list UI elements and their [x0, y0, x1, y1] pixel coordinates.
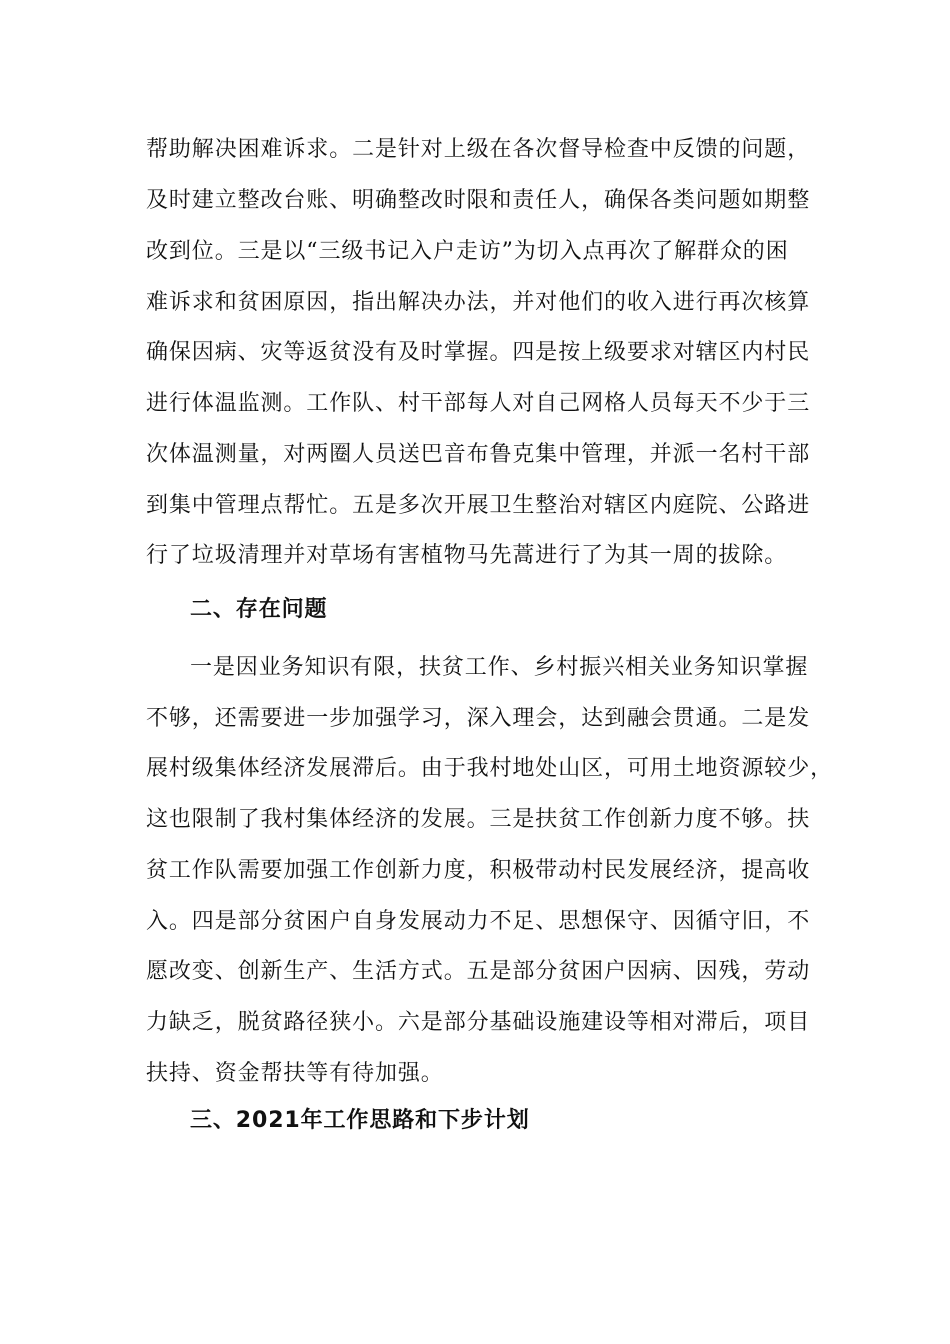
paragraph-line: 这也限制了我村集体经济的发展。三是扶贫工作创新力度不够。扶	[146, 807, 811, 832]
section-heading-problems: 二、存在问题	[190, 597, 328, 622]
paragraph-line: 入。四是部分贫困户自身发展动力不足、思想保守、因循守旧，不	[146, 909, 811, 934]
paragraph-line: 展村级集体经济发展滞后。由于我村地处山区，可用土地资源较少，	[146, 756, 834, 781]
paragraph-line: 一是因业务知识有限，扶贫工作、乡村振兴相关业务知识掌握	[190, 655, 809, 680]
paragraph-line: 次体温测量，对两圈人员送巴音布鲁克集中管理，并派一名村干部	[146, 442, 811, 467]
paragraph-line: 扶持、资金帮扶等有待加强。	[146, 1061, 444, 1086]
paragraph-line: 难诉求和贫困原因，指出解决办法，并对他们的收入进行再次核算	[146, 290, 811, 315]
paragraph-line: 进行体温监测。工作队、村干部每人对自己网格人员每天不少于三	[146, 391, 811, 416]
paragraph-line: 及时建立整改台账、明确整改时限和责任人，确保各类问题如期整	[146, 188, 811, 213]
section-heading-plan: 三、2021年工作思路和下步计划	[190, 1108, 530, 1133]
paragraph-line: 贫工作队需要加强工作创新力度，积极带动村民发展经济，提高收	[146, 858, 811, 883]
paragraph-line: 力缺乏，脱贫路径狭小。六是部分基础设施建设等相对滞后，项目	[146, 1010, 811, 1035]
paragraph-line: 改到位。三是以“三级书记入户走访”为切入点再次了解群众的困	[146, 239, 789, 264]
paragraph-line: 到集中管理点帮忙。五是多次开展卫生整治对辖区内庭院、公路进	[146, 493, 811, 518]
paragraph-line: 行了垃圾清理并对草场有害植物马先蒿进行了为其一周的拔除。	[146, 543, 788, 568]
paragraph-line: 不够，还需要进一步加强学习，深入理会，达到融会贯通。二是发	[146, 706, 811, 731]
paragraph-line: 愿改变、创新生产、生活方式。五是部分贫困户因病、因残，劳动	[146, 959, 811, 984]
paragraph-line: 帮助解决困难诉求。二是针对上级在各次督导检查中反馈的问题，	[146, 137, 811, 162]
paragraph-line: 确保因病、灾等返贫没有及时掌握。四是按上级要求对辖区内村民	[146, 340, 811, 365]
